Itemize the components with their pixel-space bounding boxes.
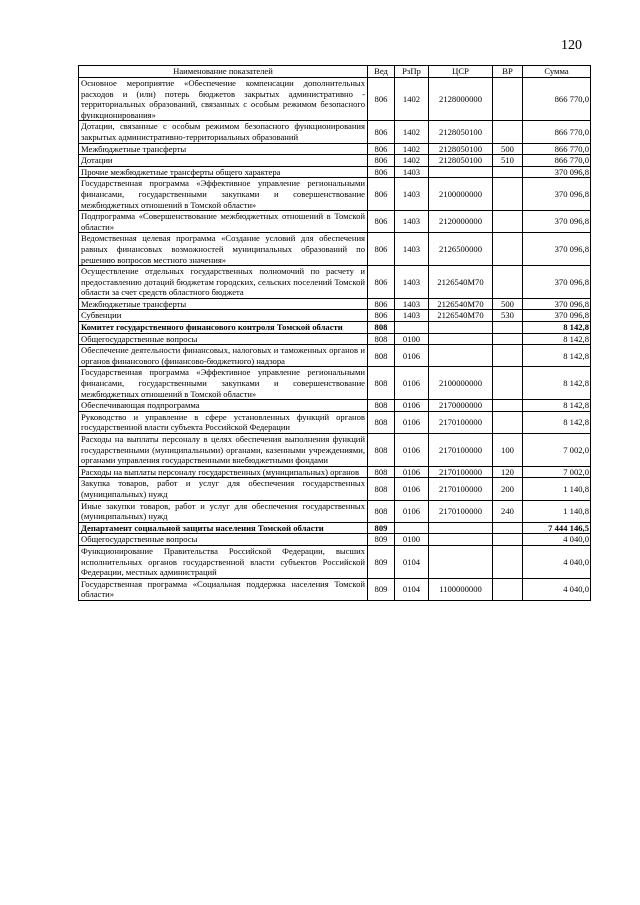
row-rzpr: 0106	[395, 466, 429, 478]
row-sum: 7 002,0	[523, 466, 591, 478]
row-csr: 2126540М70	[429, 310, 493, 322]
row-ved: 806	[368, 298, 395, 310]
row-vr	[493, 578, 523, 600]
row-vr	[493, 211, 523, 233]
row-ved: 806	[368, 78, 395, 121]
row-csr	[429, 534, 493, 546]
row-vr	[493, 545, 523, 578]
row-rzpr: 0106	[395, 434, 429, 467]
row-name: Основное мероприятие «Обеспечение компенсации дополнительных расходов и (или) потерь бюджетов закрытых административно - территориальных образований, связанных с особым режимом безопасного функционирования»	[79, 78, 368, 121]
table-row	[79, 500, 591, 522]
row-ved: 809	[368, 534, 395, 546]
row-ved: 806	[368, 211, 395, 233]
row-vr: 200	[493, 478, 523, 500]
row-csr: 2126540М70	[429, 266, 493, 299]
row-vr	[493, 345, 523, 367]
row-csr: 2120000000	[429, 211, 493, 233]
row-ved: 809	[368, 545, 395, 578]
row-csr: 2170100000	[429, 411, 493, 433]
row-rzpr: 1402	[395, 78, 429, 121]
row-ved: 808	[368, 322, 395, 334]
row-vr	[493, 233, 523, 266]
row-vr	[493, 121, 523, 143]
row-vr	[493, 411, 523, 433]
table-row	[79, 298, 591, 310]
row-sum: 370 096,8	[523, 233, 591, 266]
row-name: Межбюджетные трансферты	[79, 143, 368, 155]
row-vr: 530	[493, 310, 523, 322]
row-name: Расходы на выплаты персоналу государственных (муниципальных) органов	[79, 466, 368, 478]
row-vr	[493, 166, 523, 178]
row-csr: 2170100000	[429, 466, 493, 478]
row-vr	[493, 266, 523, 299]
row-ved: 808	[368, 333, 395, 345]
row-ved: 806	[368, 143, 395, 155]
row-sum: 4 040,0	[523, 578, 591, 600]
row-rzpr: 0104	[395, 578, 429, 600]
row-ved: 808	[368, 345, 395, 367]
table-row	[79, 333, 591, 345]
table-row	[79, 266, 591, 299]
row-sum: 370 096,8	[523, 266, 591, 299]
row-name: Общегосударственные вопросы	[79, 534, 368, 546]
row-ved: 806	[368, 310, 395, 322]
table-row	[79, 178, 591, 211]
table-row	[79, 121, 591, 143]
row-rzpr: 1403	[395, 310, 429, 322]
row-csr: 1100000000	[429, 578, 493, 600]
row-vr	[493, 522, 523, 534]
row-rzpr: 1403	[395, 178, 429, 211]
row-rzpr: 0104	[395, 545, 429, 578]
row-ved: 806	[368, 233, 395, 266]
row-csr: 2170100000	[429, 500, 493, 522]
row-csr: 2126500000	[429, 233, 493, 266]
table-row	[79, 578, 591, 600]
row-sum: 8 142,8	[523, 400, 591, 412]
row-name: Расходы на выплаты персоналу в целях обеспечения выполнения функций государственными (муниципальными) органами, казенными учреждениями, органами управления государственными внебюджетными фондами	[79, 434, 368, 467]
row-vr	[493, 400, 523, 412]
row-csr: 2100000000	[429, 178, 493, 211]
row-csr: 2128050100	[429, 155, 493, 167]
row-name: Государственная программа «Эффективное управление региональными финансами, государственными закупками и совершенствование межбюджетных отношений в Томской области»	[79, 178, 368, 211]
row-name: Департамент социальной защиты населения Томской области	[79, 522, 368, 534]
row-ved: 806	[368, 266, 395, 299]
row-rzpr: 0106	[395, 367, 429, 400]
row-name: Закупка товаров, работ и услуг для обеспечения государственных (муниципальных) нужд	[79, 478, 368, 500]
row-name: Государственная программа «Социальная поддержка населения Томской области»	[79, 578, 368, 600]
row-sum: 1 140,8	[523, 500, 591, 522]
column-header-rzpr: РзПр	[395, 66, 429, 78]
row-name: Осуществление отдельных государственных полномочий по расчету и предоставлению дотаций бюджетам городских, сельских поселений Томской области за счет средств областного бюджета	[79, 266, 368, 299]
row-ved: 808	[368, 434, 395, 467]
row-rzpr: 1402	[395, 155, 429, 167]
row-csr	[429, 545, 493, 578]
row-vr: 500	[493, 298, 523, 310]
page-number: 120	[561, 38, 582, 53]
row-rzpr: 0100	[395, 333, 429, 345]
table-row	[79, 466, 591, 478]
row-rzpr: 1402	[395, 121, 429, 143]
row-sum: 370 096,8	[523, 310, 591, 322]
row-vr: 100	[493, 434, 523, 467]
row-name: Дотации, связанные с особым режимом безопасного функционирования закрытых административно-территориальных образований	[79, 121, 368, 143]
row-rzpr: 1403	[395, 211, 429, 233]
table-row	[79, 545, 591, 578]
column-header-sum: Сумма	[523, 66, 591, 78]
column-header-csr: ЦСР	[429, 66, 493, 78]
row-name: Иные закупки товаров, работ и услуг для обеспечения государственных (муниципальных) нужд	[79, 500, 368, 522]
row-sum: 8 142,8	[523, 367, 591, 400]
row-sum: 4 040,0	[523, 545, 591, 578]
row-csr	[429, 322, 493, 334]
row-vr	[493, 322, 523, 334]
row-csr: 2170000000	[429, 400, 493, 412]
table-row	[79, 478, 591, 500]
table-row	[79, 522, 591, 534]
row-sum: 866 770,0	[523, 121, 591, 143]
row-sum: 370 096,8	[523, 298, 591, 310]
row-csr	[429, 522, 493, 534]
row-csr: 2100000000	[429, 367, 493, 400]
column-header-vr: ВР	[493, 66, 523, 78]
row-sum: 8 142,8	[523, 333, 591, 345]
row-sum: 370 096,8	[523, 211, 591, 233]
budget-table	[78, 65, 591, 601]
row-csr: 2126540М70	[429, 298, 493, 310]
table-row	[79, 155, 591, 167]
row-rzpr: 0106	[395, 500, 429, 522]
row-sum: 8 142,8	[523, 345, 591, 367]
row-vr: 500	[493, 143, 523, 155]
row-rzpr: 1403	[395, 233, 429, 266]
row-name: Подпрограмма «Совершенствование межбюджетных отношений в Томской области»	[79, 211, 368, 233]
row-sum: 7 002,0	[523, 434, 591, 467]
row-ved: 808	[368, 478, 395, 500]
table-row	[79, 411, 591, 433]
row-vr	[493, 78, 523, 121]
row-sum: 8 142,8	[523, 322, 591, 334]
table-row	[79, 211, 591, 233]
row-name: Ведомственная целевая программа «Создание условий для обеспечения равных финансовых возможностей муниципальных образований по решению вопросов местного значения»	[79, 233, 368, 266]
row-name: Обеспечивающая подпрограмма	[79, 400, 368, 412]
row-csr: 2128000000	[429, 78, 493, 121]
row-sum: 866 770,0	[523, 143, 591, 155]
row-rzpr: 0100	[395, 534, 429, 546]
row-rzpr: 1403	[395, 166, 429, 178]
row-ved: 806	[368, 155, 395, 167]
row-ved: 808	[368, 367, 395, 400]
row-ved: 808	[368, 400, 395, 412]
row-rzpr: 0106	[395, 400, 429, 412]
row-rzpr	[395, 322, 429, 334]
table-row	[79, 233, 591, 266]
row-ved: 808	[368, 466, 395, 478]
row-csr: 2128050100	[429, 121, 493, 143]
table-body	[79, 78, 591, 601]
row-name: Дотации	[79, 155, 368, 167]
row-vr: 510	[493, 155, 523, 167]
row-vr	[493, 333, 523, 345]
row-sum: 4 040,0	[523, 534, 591, 546]
row-ved: 809	[368, 578, 395, 600]
row-sum: 8 142,8	[523, 411, 591, 433]
row-ved: 809	[368, 522, 395, 534]
row-name: Государственная программа «Эффективное управление региональными финансами, государственными закупками и совершенствование межбюджетных отношений в Томской области»	[79, 367, 368, 400]
row-name: Межбюджетные трансферты	[79, 298, 368, 310]
row-ved: 808	[368, 500, 395, 522]
row-vr	[493, 534, 523, 546]
row-sum: 1 140,8	[523, 478, 591, 500]
row-vr: 240	[493, 500, 523, 522]
row-ved: 806	[368, 178, 395, 211]
table-row	[79, 143, 591, 155]
table-row	[79, 434, 591, 467]
row-sum: 866 770,0	[523, 155, 591, 167]
table-row	[79, 367, 591, 400]
row-name: Функционирование Правительства Российской Федерации, высших исполнительных органов государственной власти субъектов Российской Федерации, местных администраций	[79, 545, 368, 578]
row-sum: 7 444 146,5	[523, 522, 591, 534]
row-csr: 2128050100	[429, 143, 493, 155]
table-row	[79, 310, 591, 322]
row-name: Субвенции	[79, 310, 368, 322]
row-name: Прочие межбюджетные трансферты общего характера	[79, 166, 368, 178]
row-csr: 2170100000	[429, 478, 493, 500]
column-header-ved: Вед	[368, 66, 395, 78]
row-rzpr: 0106	[395, 411, 429, 433]
row-sum: 370 096,8	[523, 178, 591, 211]
row-rzpr: 0106	[395, 345, 429, 367]
table-row	[79, 166, 591, 178]
row-rzpr: 1402	[395, 143, 429, 155]
row-name: Комитет государственного финансового контроля Томской области	[79, 322, 368, 334]
row-csr	[429, 166, 493, 178]
row-rzpr: 0106	[395, 478, 429, 500]
row-sum: 866 770,0	[523, 78, 591, 121]
row-vr	[493, 367, 523, 400]
table-row	[79, 322, 591, 334]
row-ved: 808	[368, 411, 395, 433]
row-csr	[429, 345, 493, 367]
row-name: Руководство и управление в сфере установленных функций органов государственной власти субъекта Российской Федерации	[79, 411, 368, 433]
row-csr	[429, 333, 493, 345]
row-rzpr	[395, 522, 429, 534]
table-row	[79, 345, 591, 367]
column-header-name: Наименование показателей	[79, 66, 368, 78]
table-row	[79, 534, 591, 546]
row-rzpr: 1403	[395, 298, 429, 310]
row-name: Обеспечение деятельности финансовых, налоговых и таможенных органов и органов финансового (финансово-бюджетного) надзора	[79, 345, 368, 367]
table-row	[79, 78, 591, 121]
table-row	[79, 400, 591, 412]
row-rzpr: 1403	[395, 266, 429, 299]
table-header-row	[79, 66, 591, 78]
row-ved: 806	[368, 121, 395, 143]
row-csr: 2170100000	[429, 434, 493, 467]
row-vr	[493, 178, 523, 211]
row-sum: 370 096,8	[523, 166, 591, 178]
row-vr: 120	[493, 466, 523, 478]
row-ved: 806	[368, 166, 395, 178]
row-name: Общегосударственные вопросы	[79, 333, 368, 345]
